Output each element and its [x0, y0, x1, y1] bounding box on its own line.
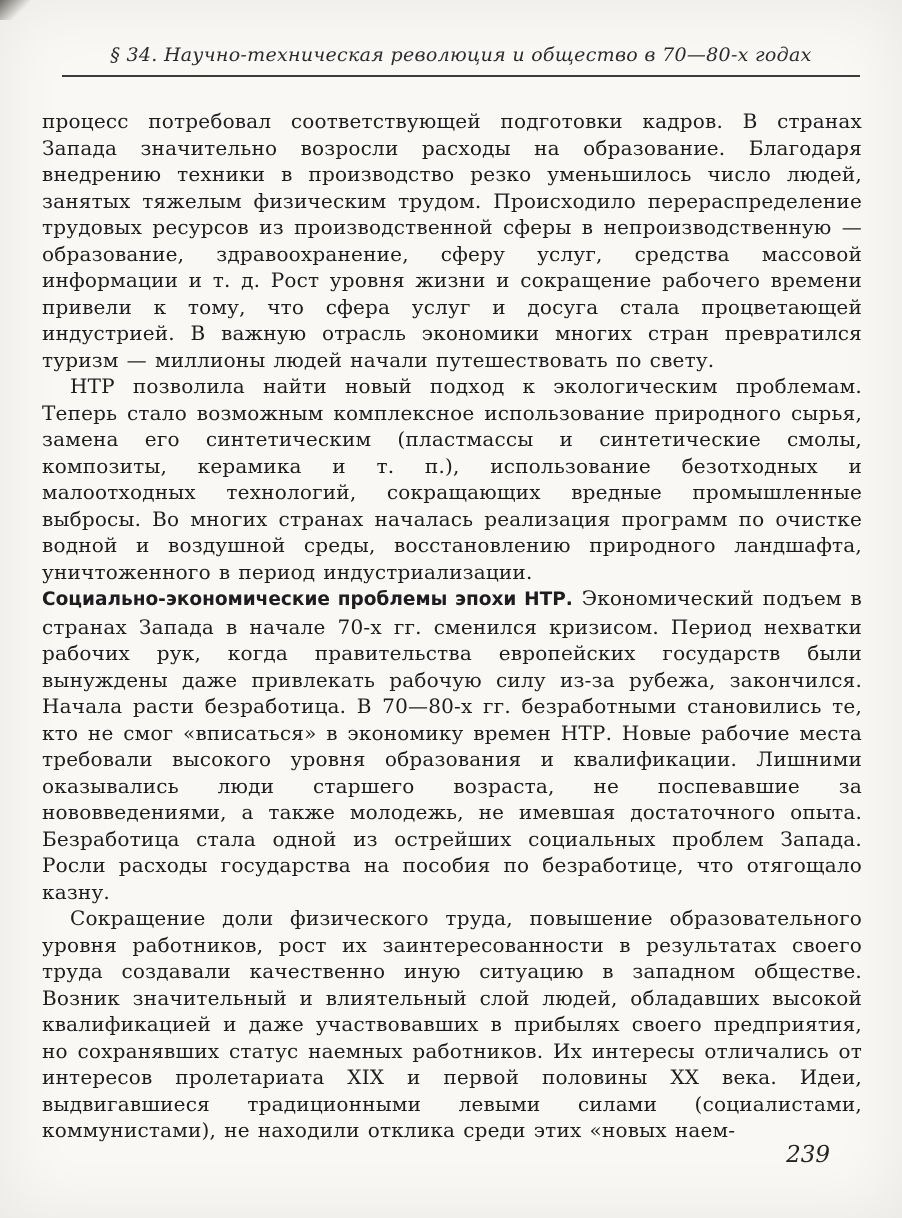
section-body-text: Экономический подъем в странах Запада в начале 70-х гг. сменился кризисом. Период нехватки рабочих рук, когда правительства европейских государств были вынуждены даже привлекать рабочую силу из-за рубежа, закончился. Начала расти безработица. В 70—80-х гг. безработными становились те, кто не смог «вписаться» в экономику времен НТР. Новые рабочие места требовали высокого уровня образования и квалификации. Лишними оказывались люди старшего возраста, не поспевавшие за нововведениями, а также молодежь, не имевшая достаточного опыта. Безработица стала одной из острейших социальных проблем Запада. Росли расходы государства на пособия по безработице, что отягощало казну.	[42, 586, 863, 904]
paragraph-continuation: процесс потребовал соответствующей подготовки кадров. В странах Запада значительно возросли расходы на образование. Благодаря внедрению техники в производство резко уменьшилось число людей, занятых тяжелым физическим трудом. Происходило перераспределение трудовых ресурсов из производственной сферы в непроизводственную — образование, здравоохранение, сферу услуг, средства массовой информации и т. д. Рост уровня жизни и сокращение рабочего времени привели к тому, что сфера услуг и досуга стала процветающей индустрией. В важную отрасль экономики многих стран превратился туризм — миллионы людей начали путешествовать по свету.	[42, 109, 862, 372]
chapter-title: § 34. Научно-техническая революция и общество в 70—80-х годах	[110, 44, 812, 66]
running-header	[62, 44, 860, 77]
paragraph-ecology: НТР позволила найти новый подход к экологическим проблемам. Теперь стало возможным комплексное использование природного сырья, замена его синтетическим (пластмассы и синтетические смолы, композиты, керамика и т. п.), использование безотходных и малоотходных технологий, сокращающих вредные промышленные выбросы. Во многих странах началась реализация программ по очистке водной и воздушной среды, восстановлению природного ландшафта, уничтоженного в период индустриализации.	[42, 374, 862, 584]
page-body	[42, 108, 862, 1144]
paragraph-labor-change: Сокращение доли физического труда, повышение образовательного уровня работников, рост их заинтересованности в результатах своего труда создавали качественно иную ситуацию в западном обществе. Возник значительный и влиятельный слой людей, обладавших высокой квалификацией и даже участвовавших в прибылях своего предприятия, но сохранявших статус наемных работников. Их интересы отличались от интересов пролетариата XIX и первой половины XX века. Идеи, выдвигавшиеся традиционными левыми силами (социалистами, коммунистами), не находили отклика среди этих «новых наем-	[42, 906, 862, 1142]
page-number: 239	[786, 1142, 830, 1168]
paragraph-socioeconomic	[42, 585, 862, 905]
section-heading: Социально-экономические проблемы эпохи НТР.	[42, 589, 573, 610]
header-rule	[62, 75, 860, 77]
